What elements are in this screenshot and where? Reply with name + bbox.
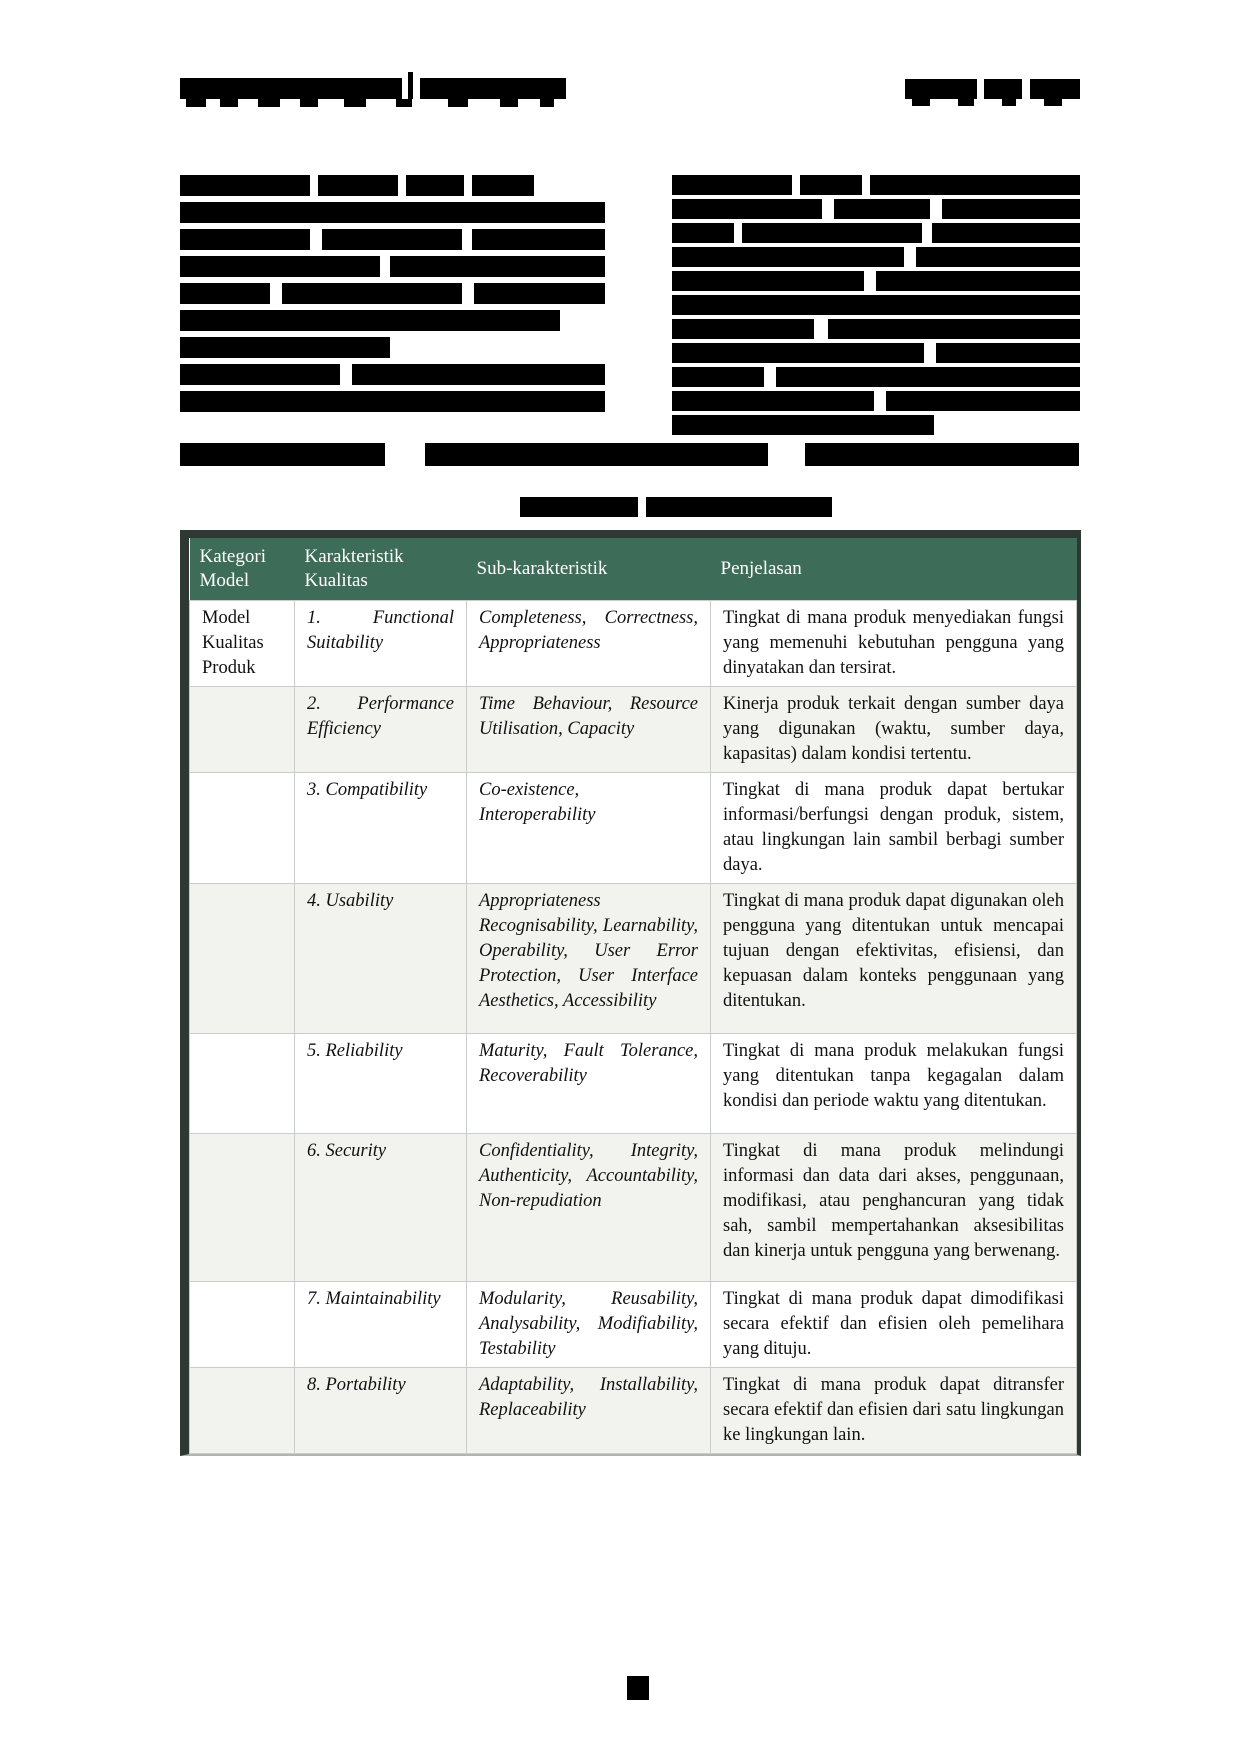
table-row (190, 884, 1077, 1034)
table-row (190, 1282, 1077, 1368)
redaction-bar (942, 199, 1080, 219)
cell-sub-karakteristik: Completeness, Correctness, Appropriateness (467, 601, 711, 687)
redaction-bar (1030, 79, 1080, 99)
redaction-bar (406, 175, 464, 196)
cell-kategori: Model Kualitas Produk (190, 601, 295, 687)
redaction-bar (396, 99, 412, 107)
redaction-bar (834, 199, 930, 219)
redaction-bar (282, 283, 462, 304)
redaction-bar (420, 78, 566, 99)
cell-sub-karakteristik: Adaptability, Installability, Replaceability (467, 1368, 711, 1454)
redaction-bar (984, 79, 1022, 99)
redaction-bar (540, 99, 554, 107)
cell-kategori (190, 884, 295, 1034)
redaction-bar (742, 223, 922, 243)
redaction-bar (300, 99, 318, 107)
redaction-bar (180, 229, 310, 250)
cell-karakteristik: 2. Performance Efficiency (295, 687, 467, 773)
redaction-bar (646, 497, 832, 517)
redaction-bar (180, 78, 402, 99)
redaction-bar (1002, 99, 1016, 106)
redaction-bar (958, 99, 974, 106)
redaction-bar (180, 256, 380, 277)
redaction-bar (886, 391, 1080, 411)
redaction-bar (425, 443, 768, 466)
table-row (190, 601, 1077, 687)
redaction-bar (344, 99, 366, 107)
cell-karakteristik: 7. Maintainability (295, 1282, 467, 1368)
redaction-bar (180, 443, 385, 466)
cell-karakteristik: 5. Reliability (295, 1034, 467, 1134)
redaction-bar (352, 364, 605, 385)
cell-kategori (190, 1134, 295, 1282)
cell-penjelasan: Tingkat di mana produk melakukan fungsi yang ditentukan tanpa kegagalan dalam kondisi dan periode waktu yang ditentukan. (711, 1034, 1077, 1134)
redaction-bar (472, 229, 605, 250)
cell-sub-karakteristik: Confidentiality, Integrity, Authenticity, Accountability, Non-repudiation (467, 1134, 711, 1282)
cell-penjelasan: Tingkat di mana produk dapat ditransfer secara efektif dan efisien dari satu lingkungan ke lingkungan lain. (711, 1368, 1077, 1454)
cell-sub-karakteristik: Modularity, Reusability, Analysability, Modifiability, Testability (467, 1282, 711, 1368)
cell-sub-karakteristik: Appropriateness Recognisability, Learnability, Operability, User Error Protection, User Interface Aesthetics, Accessibility (467, 884, 711, 1034)
redaction-bar (776, 367, 1080, 387)
redaction-bar (408, 72, 413, 99)
redaction-bar (180, 364, 340, 385)
redaction-bar (180, 310, 560, 331)
cell-penjelasan: Tingkat di mana produk dapat bertukar informasi/berfungsi dengan produk, sistem, atau lingkungan lain sambil berbagi sumber daya. (711, 773, 1077, 884)
redaction-bar (672, 223, 734, 243)
redaction-bar (932, 223, 1080, 243)
header-karakteristik-kualitas: Karakteristik Kualitas (295, 538, 467, 601)
cell-kategori (190, 773, 295, 884)
redaction-bar (448, 99, 468, 107)
table-row (190, 1034, 1077, 1134)
cell-kategori (190, 687, 295, 773)
redaction-bar (876, 271, 1080, 291)
header-kategori-model: Kategori Model (190, 538, 295, 601)
redaction-bar (500, 99, 518, 107)
cell-penjelasan: Kinerja produk terkait dengan sumber daya yang digunakan (waktu, sumber daya, kapasitas) dalam kondisi tertentu. (711, 687, 1077, 773)
redaction-bar (672, 175, 792, 195)
redaction-bar (390, 256, 605, 277)
cell-penjelasan: Tingkat di mana produk dapat digunakan oleh pengguna yang ditentukan untuk mencapai tujuan dengan efektivitas, efisiensi, dan kepuasan dalam konteks penggunaan yang ditentukan. (711, 884, 1077, 1034)
redaction-bar (186, 99, 206, 107)
cell-karakteristik: 8. Portability (295, 1368, 467, 1454)
redaction-bar (1044, 99, 1062, 106)
redaction-bar (258, 99, 280, 107)
quality-model-table (180, 530, 1081, 1456)
cell-kategori (190, 1282, 295, 1368)
redaction-bar (805, 443, 1079, 466)
cell-penjelasan: Tingkat di mana produk melindungi informasi dan data dari akses, penggunaan, modifikasi, atau penghancuran yang tidak sah, sambil mempertahankan aksesibilitas dan kinerja untuk pengguna yang berwenang. (711, 1134, 1077, 1282)
redaction-bar (672, 199, 822, 219)
redaction-bar (180, 202, 605, 223)
redaction-bar (672, 343, 924, 363)
redaction-bar (672, 415, 934, 435)
redaction-bar (220, 99, 238, 107)
redaction-bar (474, 283, 605, 304)
cell-karakteristik: 1. Functional Suitability (295, 601, 467, 687)
redaction-bar (520, 497, 638, 517)
redaction-bar (180, 175, 310, 196)
header-sub-karakteristik: Sub-karakteristik (467, 538, 711, 601)
cell-penjelasan: Tingkat di mana produk menyediakan fungsi yang memenuhi kebutuhan pengguna yang dinyatakan dan tersirat. (711, 601, 1077, 687)
redaction-bar (870, 175, 1080, 195)
cell-karakteristik: 6. Security (295, 1134, 467, 1282)
redaction-bar (828, 319, 1080, 339)
redaction-bar (800, 175, 862, 195)
redaction-bar (180, 283, 270, 304)
redaction-bar (672, 295, 1080, 315)
header-penjelasan: Penjelasan (711, 538, 1077, 601)
cell-karakteristik: 3. Compatibility (295, 773, 467, 884)
redaction-bar (180, 337, 390, 358)
cell-penjelasan: Tingkat di mana produk dapat dimodifikasi secara efektif dan efisien oleh pemelihara yang dituju. (711, 1282, 1077, 1368)
table-row (190, 1368, 1077, 1454)
cell-karakteristik: 4. Usability (295, 884, 467, 1034)
redaction-bar (672, 319, 814, 339)
redaction-bar (672, 391, 874, 411)
cell-kategori (190, 1368, 295, 1454)
redaction-bar (912, 99, 930, 106)
redaction-bar (627, 1676, 649, 1700)
table-row (190, 1134, 1077, 1282)
redaction-bar (180, 391, 605, 412)
table-row (190, 687, 1077, 773)
redaction-bar (905, 79, 977, 99)
redaction-bar (322, 229, 462, 250)
cell-kategori (190, 1034, 295, 1134)
cell-sub-karakteristik: Co-existence, Interoperability (467, 773, 711, 884)
redaction-bar (318, 175, 398, 196)
redaction-bar (672, 247, 904, 267)
cell-sub-karakteristik: Time Behaviour, Resource Utilisation, Capacity (467, 687, 711, 773)
cell-sub-karakteristik: Maturity, Fault Tolerance, Recoverability (467, 1034, 711, 1134)
table-header-row (190, 538, 1077, 601)
redaction-bar (936, 343, 1080, 363)
redaction-bar (472, 175, 534, 196)
redaction-bar (916, 247, 1080, 267)
redaction-bar (672, 367, 764, 387)
table-row (190, 773, 1077, 884)
redaction-bar (672, 271, 864, 291)
